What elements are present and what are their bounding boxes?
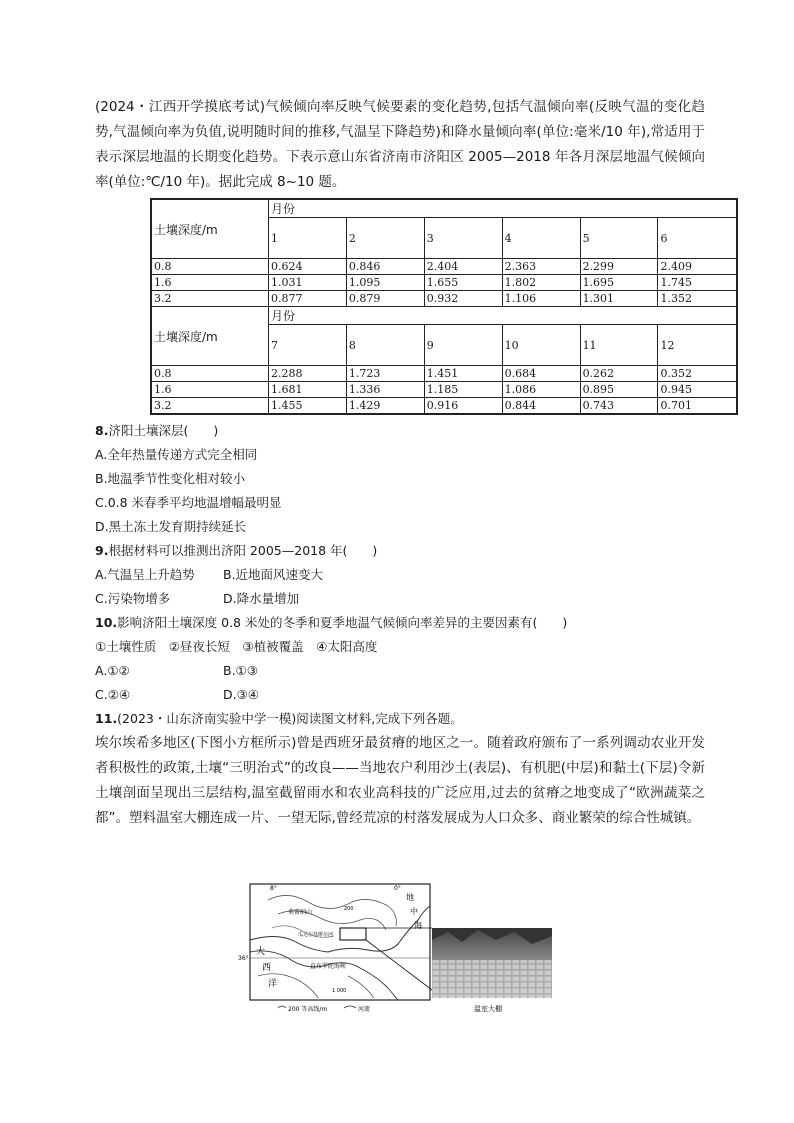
strait-label: 直布罗陀海峡 — [310, 963, 347, 970]
value-cell: 1.723 — [346, 366, 424, 382]
latitude-label: 36° — [238, 955, 249, 962]
option: B.地温季节性变化相对较小 — [95, 471, 246, 486]
table-row — [151, 398, 737, 415]
question-number: 11. — [95, 711, 118, 726]
value-cell: 1.429 — [346, 398, 424, 415]
value-cell: 1.655 — [424, 275, 502, 291]
contour-legend: 200 等高线/m — [288, 1006, 328, 1013]
option: A.气温呈上升趋势 — [95, 567, 195, 582]
sea-label: 地 — [406, 893, 414, 902]
depth-cell: 0.8 — [151, 366, 269, 382]
question-stem: (2023・山东济南实验中学一模)阅读图文材料,完成下列各题。 — [117, 711, 463, 726]
value-cell: 1.185 — [424, 382, 502, 398]
value-cell: 1.106 — [502, 291, 580, 307]
value-cell: 0.932 — [424, 291, 502, 307]
question-10 — [95, 611, 705, 707]
option: D.③④ — [223, 687, 260, 702]
value-cell: 1.695 — [580, 275, 658, 291]
value-cell: 1.451 — [424, 366, 502, 382]
depth-header-1: 土壤深度/m — [151, 199, 269, 259]
table-row — [151, 366, 737, 382]
soil-temp-table — [150, 198, 738, 415]
value-cell: 0.743 — [580, 398, 658, 415]
value-cell: 1.455 — [269, 398, 347, 415]
month-cell: 1 — [269, 218, 347, 259]
table-row — [151, 382, 737, 398]
greenhouse-roofs — [432, 960, 552, 998]
contour-value: 200 — [344, 906, 354, 912]
ocean-label: 大 — [256, 947, 266, 957]
depth-cell: 1.6 — [151, 275, 269, 291]
value-cell: 1.301 — [580, 291, 658, 307]
option: D.降水量增加 — [223, 591, 300, 606]
value-cell: 0.879 — [346, 291, 424, 307]
ocean-label: 洋 — [268, 979, 278, 989]
month-header-2: 月份 — [269, 307, 738, 325]
river-legend-icon — [344, 1006, 356, 1008]
month-header-1: 月份 — [269, 199, 738, 218]
value-cell: 0.262 — [580, 366, 658, 382]
month-cell: 5 — [580, 218, 658, 259]
map-figure — [238, 880, 558, 1020]
value-cell: 0.844 — [502, 398, 580, 415]
value-cell: 0.916 — [424, 398, 502, 415]
month-cell: 4 — [502, 218, 580, 259]
depth-cell: 3.2 — [151, 291, 269, 307]
value-cell: 1.681 — [269, 382, 347, 398]
value-cell: 1.095 — [346, 275, 424, 291]
page-content — [95, 95, 705, 831]
value-cell: 0.877 — [269, 291, 347, 307]
material-paragraph: 埃尔埃希多地区(下图小方框所示)曾是西班牙最贫瘠的地区之一。随着政府颁布了一系列调动农业开发者积极性的政策,土壤“三明治式”的改良——当地农户利用沙土(表层)、有机肥(中层)和黏土(下层)令新土壤剖面呈现出三层结构,温室截留雨水和农业高科技的广泛应用,过去的贫瘠之地变成了“欧洲蔬菜之都”。塑料温室大棚连成一片、一望无际,曾经荒凉的村落发展成为人口众多、商业繁荣的综合性城镇。 — [95, 735, 705, 826]
question-stem: 根据材料可以推测出济阳 2005—2018 年( ) — [108, 543, 378, 558]
sea-label: 中 — [410, 907, 418, 916]
river-label: 瓜达尔基维尔河 — [298, 932, 334, 938]
question-9 — [95, 539, 705, 611]
mountain-label: 莫雷纳山 — [288, 909, 313, 916]
river-legend: 河流 — [358, 1006, 371, 1013]
month-cell: 12 — [658, 325, 737, 366]
question-number: 8. — [95, 423, 109, 438]
value-cell: 1.802 — [502, 275, 580, 291]
intro-source: (2024・江西开学摸底考试) — [95, 99, 266, 115]
value-cell: 1.352 — [658, 291, 737, 307]
question-number: 10. — [95, 615, 118, 630]
depth-header-2: 土壤深度/m — [151, 307, 269, 366]
month-cell: 3 — [424, 218, 502, 259]
option: D.黑土冻土发育期持续延长 — [95, 519, 247, 534]
value-cell: 0.895 — [580, 382, 658, 398]
value-cell: 0.701 — [658, 398, 737, 415]
intro-paragraph — [95, 95, 705, 195]
value-cell: 2.404 — [424, 259, 502, 275]
value-cell: 1.745 — [658, 275, 737, 291]
factor-list: ①土壤性质 ②昼夜长短 ③植被覆盖 ④太阳高度 — [95, 639, 378, 654]
question-number: 9. — [95, 543, 109, 558]
ocean-label: 西 — [262, 963, 272, 973]
value-cell: 0.945 — [658, 382, 737, 398]
question-8 — [95, 419, 705, 539]
value-cell: 2.288 — [269, 366, 347, 382]
table-row — [151, 275, 737, 291]
value-cell: 0.624 — [269, 259, 347, 275]
longitude-label: 8° — [270, 885, 277, 892]
longitude-label: 0° — [394, 885, 401, 892]
month-cell: 7 — [269, 325, 347, 366]
option: C.污染物增多 — [95, 591, 171, 606]
value-cell: 0.846 — [346, 259, 424, 275]
depth-cell: 0.8 — [151, 259, 269, 275]
value-cell: 2.299 — [580, 259, 658, 275]
contour-value: 1 000 — [332, 988, 347, 994]
value-cell: 2.409 — [658, 259, 737, 275]
month-cell: 6 — [658, 218, 737, 259]
option: B.近地面风速变大 — [223, 567, 324, 582]
question-stem: 济阳土壤深层( ) — [108, 423, 219, 438]
depth-cell: 3.2 — [151, 398, 269, 415]
option: A.①② — [95, 663, 130, 678]
contour-legend-icon — [278, 1006, 286, 1008]
value-cell: 0.684 — [502, 366, 580, 382]
question-11 — [95, 707, 705, 831]
table-row — [151, 291, 737, 307]
photo-caption: 温室大棚 — [474, 1005, 502, 1013]
month-cell: 2 — [346, 218, 424, 259]
table-row — [151, 259, 737, 275]
month-cell: 9 — [424, 325, 502, 366]
value-cell: 1.031 — [269, 275, 347, 291]
month-cell: 10 — [502, 325, 580, 366]
option: C.0.8 米春季平均地温增幅最明显 — [95, 495, 282, 510]
value-cell: 1.336 — [346, 382, 424, 398]
intro-text: 气候倾向率反映气候要素的变化趋势,包括气温倾向率(反映气温的变化趋势,气温倾向率为负值,说明随时间的推移,气温呈下降趋势)和降水量倾向率(单位:毫米/10 年),常适用于表示深层地温的长期变化趋势。下表示意山东省济南市济阳区 2005—2018 年各月深层地温气候倾向率(单位:℃/10 年)。据此完成 8~10 题。 — [95, 99, 706, 190]
month-cell: 11 — [580, 325, 658, 366]
depth-cell: 1.6 — [151, 382, 269, 398]
option: B.①③ — [223, 663, 258, 678]
value-cell: 1.086 — [502, 382, 580, 398]
value-cell: 0.352 — [658, 366, 737, 382]
option: C.②④ — [95, 687, 131, 702]
value-cell: 2.363 — [502, 259, 580, 275]
question-stem: 影响济阳土壤深度 0.8 米处的冬季和夏季地温气候倾向率差异的主要因素有( ) — [117, 615, 568, 630]
option: A.全年热量传递方式完全相同 — [95, 447, 258, 462]
month-cell: 8 — [346, 325, 424, 366]
sea-label: 海 — [414, 921, 422, 930]
